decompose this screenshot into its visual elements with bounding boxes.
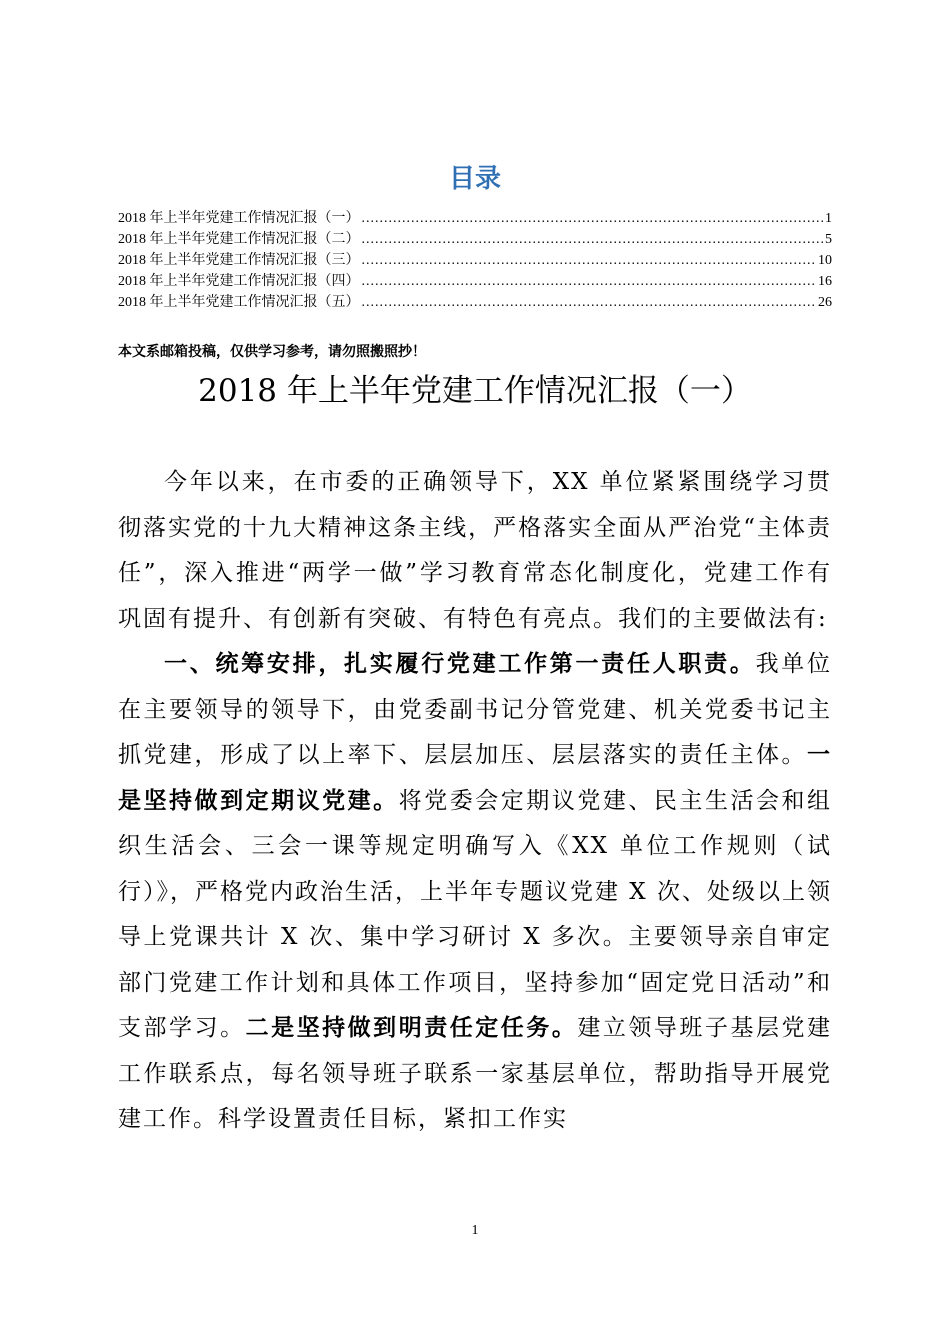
- toc-leader-dots: [362, 229, 824, 250]
- toc-leader-dots: [362, 292, 817, 313]
- toc-entry-text: 2018 年上半年党建工作情况汇报（三）: [118, 253, 360, 268]
- document-body: [118, 460, 832, 1143]
- toc-entry[interactable]: [118, 292, 832, 313]
- paragraph-intro: 今年以来，在市委的正确领导下，XX 单位紧紧围绕学习贯彻落实党的十九大精神这条主线，严格落实全面从严治党“主体责任”，深入推进“两学一做”学习教育常态化制度化，党建工作有巩固有提升、有创新有突破、有特色有亮点。我们的主要做法有:: [118, 469, 832, 632]
- toc-leader-dots: [362, 271, 817, 292]
- subsection-text: 将党委会定期议党建、民主生活会和组织生活会、三会一课等规定明确写入《XX 单位工作规则（试行）》，严格党内政治生活，上半年专题议党建 X 次、处级以上领导上党课共计 X 次、集中学习研讨 X 多次。主要领导亲自审定部门党建工作计划和具体工作项目，坚持参加“固定党日活动”和支部学习。: [118, 787, 833, 1041]
- toc-entry-text: 2018 年上半年党建工作情况汇报（一）: [118, 211, 360, 226]
- toc-entry-page: 10: [818, 253, 832, 268]
- section-heading: 一、统筹安排，扎实履行党建工作第一责任人职责。: [164, 651, 756, 677]
- toc-entry-page: 1: [825, 211, 832, 226]
- toc-entry[interactable]: [118, 250, 832, 271]
- paragraph-section-one: [118, 642, 832, 1143]
- subsection-heading: 二是坚持做到明责任定任务。: [245, 1015, 578, 1041]
- document-title: 2018 年上半年党建工作情况汇报（一）: [198, 373, 752, 409]
- section-text: 我单位在主要领导的领导下，由党委副书记分管党建、机关党委书记主抓党建，形成了以上率下、层层加压、层层落实的责任主体。: [118, 651, 833, 768]
- toc-entry-page: 16: [818, 274, 832, 289]
- page-number: 1: [471, 1223, 479, 1238]
- toc-entry-text: 2018 年上半年党建工作情况汇报（五）: [118, 295, 360, 310]
- subsection-text: 建立领导班子基层党建工作联系点，每名领导班子联系一家基层单位，帮助指导开展党建工作。科学设置责任目标，紧扣工作实: [118, 1015, 833, 1132]
- toc-title: 目录: [448, 164, 501, 194]
- toc-entry-text: 2018 年上半年党建工作情况汇报（四）: [118, 274, 360, 289]
- table-of-contents: [118, 208, 832, 313]
- subsection-heading: 一是坚持做到定期议党建。: [118, 742, 832, 814]
- toc-leader-dots: [362, 250, 817, 271]
- toc-entry-page: 26: [818, 295, 832, 310]
- toc-entry[interactable]: [118, 208, 832, 229]
- toc-entry[interactable]: [118, 271, 832, 292]
- toc-entry[interactable]: [118, 229, 832, 250]
- toc-leader-dots: [362, 208, 824, 229]
- toc-entry-text: 2018 年上半年党建工作情况汇报（二）: [118, 232, 360, 247]
- toc-entry-page: 5: [825, 232, 832, 247]
- submission-note: 本文系邮箱投稿，仅供学习参考，请勿照搬照抄！: [118, 344, 426, 360]
